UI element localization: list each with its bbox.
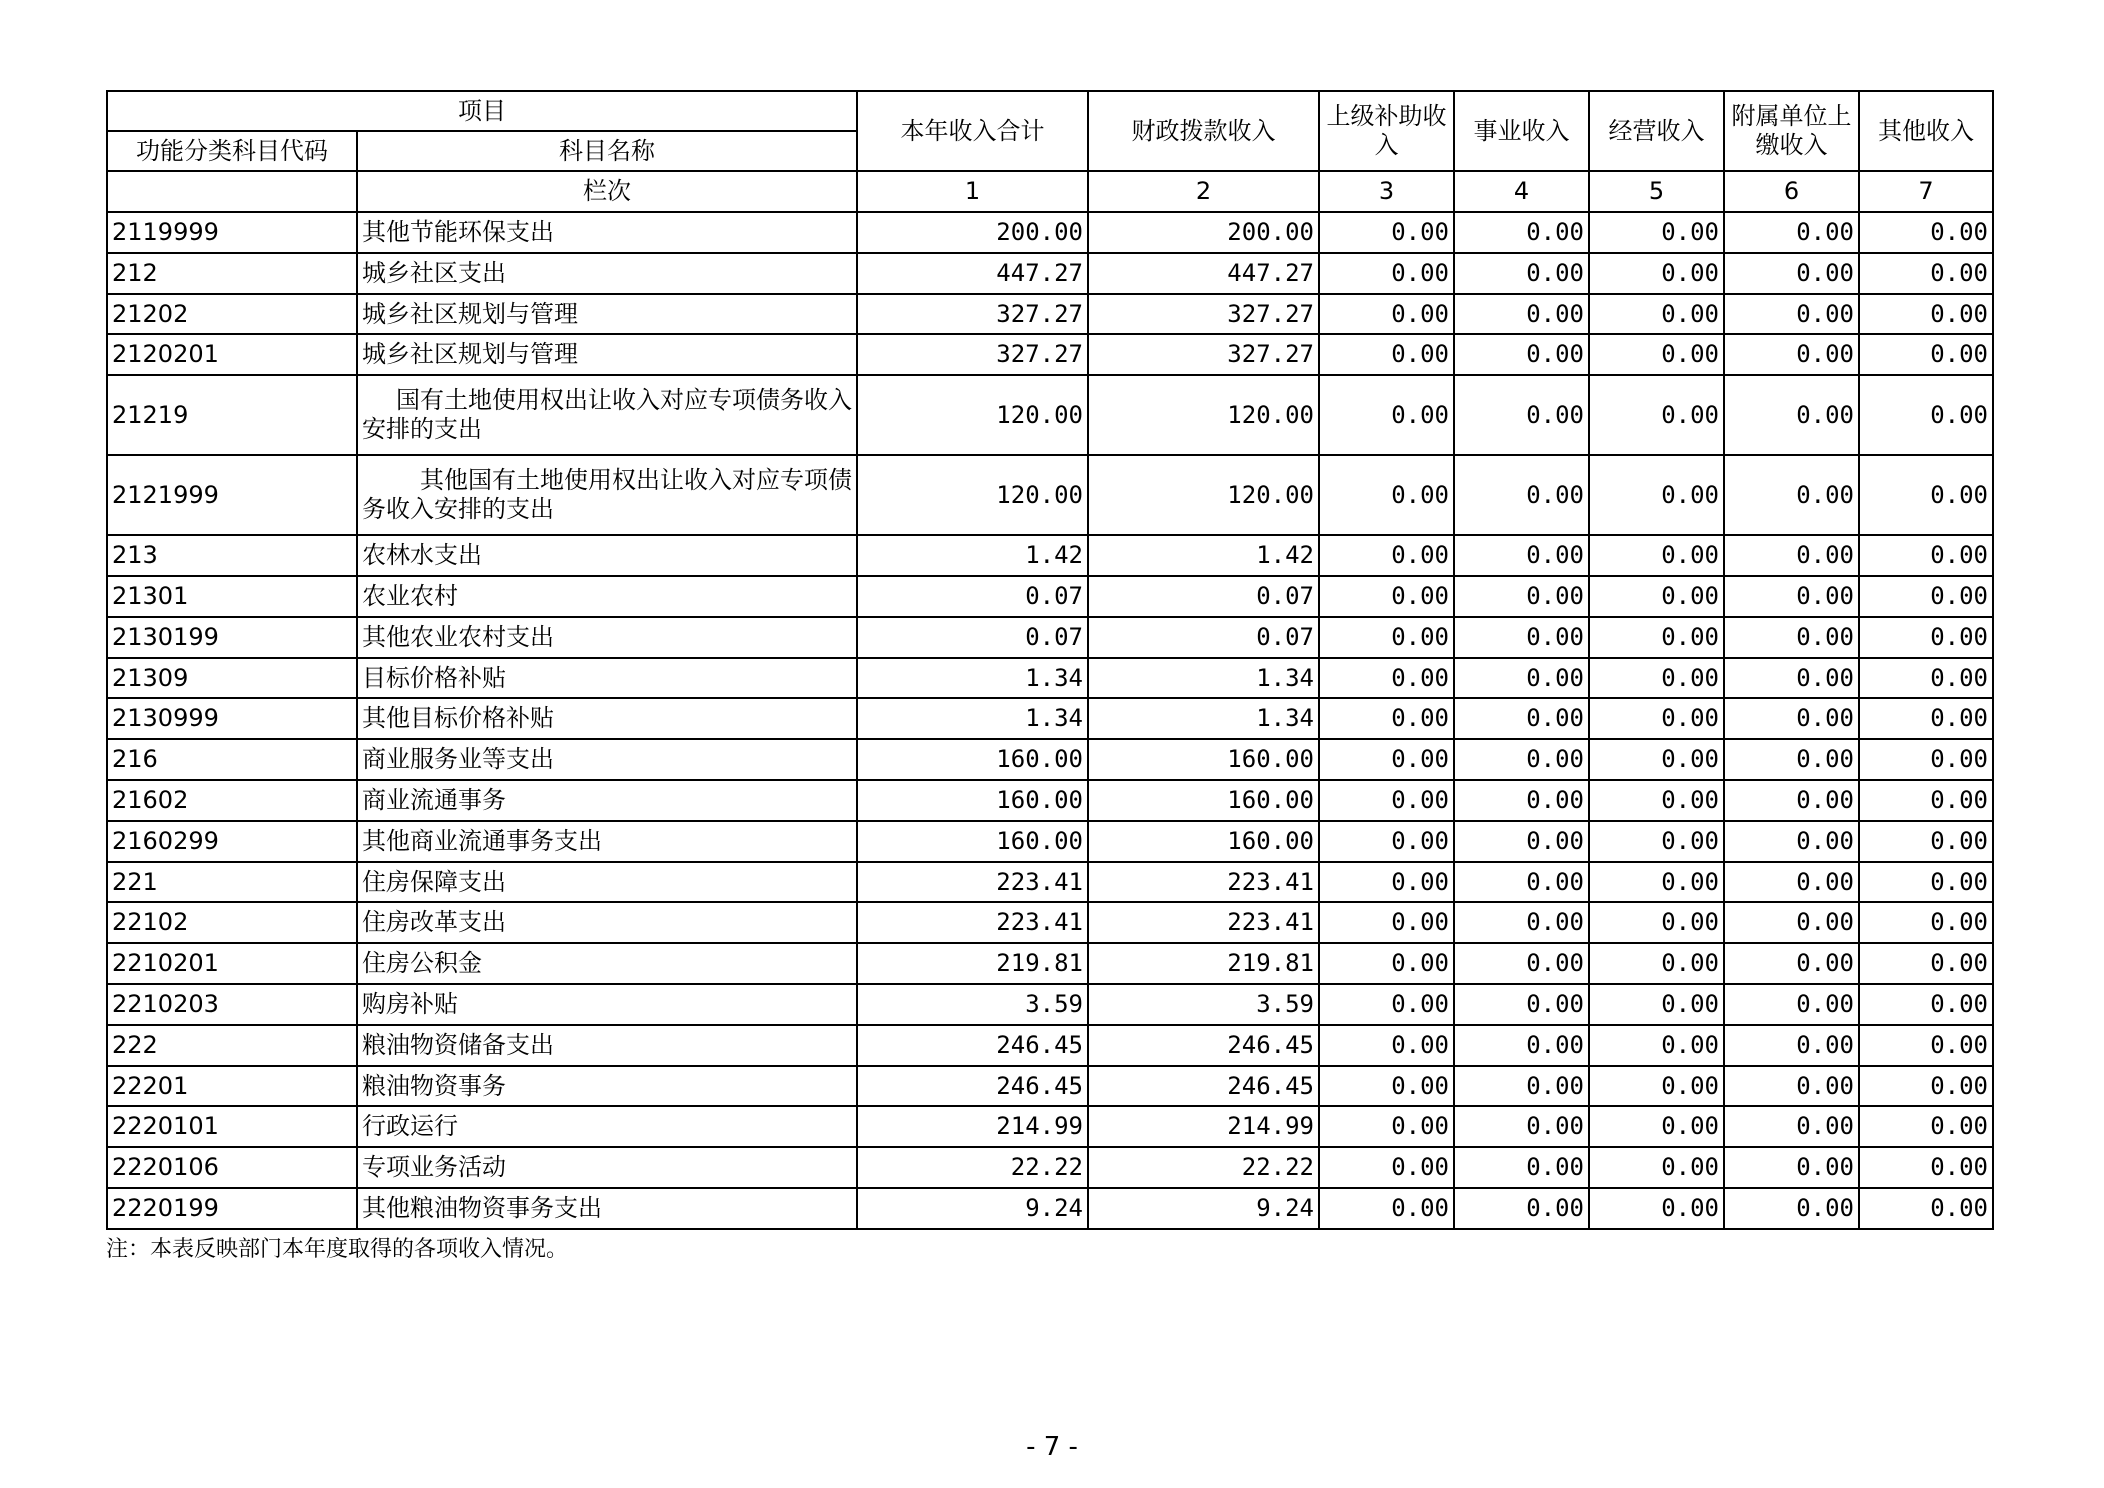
amount-cell: 0.00 bbox=[1454, 375, 1589, 455]
subject-code: 22102 bbox=[107, 902, 357, 943]
table-row bbox=[107, 334, 1993, 375]
amount-cell: 327.27 bbox=[857, 294, 1088, 335]
amount-cell: 223.41 bbox=[857, 862, 1088, 903]
subject-name: 专项业务活动 bbox=[357, 1147, 857, 1188]
amount-cell: 0.07 bbox=[857, 617, 1088, 658]
subject-code: 2130199 bbox=[107, 617, 357, 658]
amount-cell: 0.00 bbox=[1454, 943, 1589, 984]
amount-cell: 327.27 bbox=[857, 334, 1088, 375]
table-row bbox=[107, 902, 1993, 943]
amount-cell: 0.00 bbox=[1319, 535, 1454, 576]
subject-name: 其他商业流通事务支出 bbox=[357, 821, 857, 862]
amount-cell: 0.00 bbox=[1859, 821, 1993, 862]
table-row bbox=[107, 212, 1993, 253]
amount-cell: 0.00 bbox=[1589, 617, 1724, 658]
amount-cell: 0.00 bbox=[1319, 902, 1454, 943]
amount-cell: 0.00 bbox=[1859, 576, 1993, 617]
amount-cell: 219.81 bbox=[1088, 943, 1319, 984]
amount-cell: 0.00 bbox=[1724, 1066, 1859, 1107]
amount-cell: 447.27 bbox=[857, 253, 1088, 294]
column-number: 3 bbox=[1319, 171, 1454, 212]
amount-cell: 0.00 bbox=[1319, 1147, 1454, 1188]
amount-cell: 22.22 bbox=[1088, 1147, 1319, 1188]
amount-cell: 0.00 bbox=[1859, 1025, 1993, 1066]
column-number: 6 bbox=[1724, 171, 1859, 212]
subject-name: 城乡社区支出 bbox=[357, 253, 857, 294]
amount-cell: 160.00 bbox=[857, 780, 1088, 821]
amount-cell: 0.00 bbox=[1724, 617, 1859, 658]
subject-name: 其他节能环保支出 bbox=[357, 212, 857, 253]
column-number-label: 栏次 bbox=[357, 171, 857, 212]
amount-cell: 0.00 bbox=[1589, 253, 1724, 294]
subject-name: 目标价格补贴 bbox=[357, 658, 857, 699]
subject-name: 城乡社区规划与管理 bbox=[357, 294, 857, 335]
amount-cell: 0.00 bbox=[1319, 821, 1454, 862]
table-row bbox=[107, 1025, 1993, 1066]
amount-cell: 0.00 bbox=[1589, 375, 1724, 455]
amount-cell: 160.00 bbox=[1088, 739, 1319, 780]
amount-cell: 120.00 bbox=[1088, 455, 1319, 535]
amount-cell: 0.00 bbox=[1859, 943, 1993, 984]
amount-cell: 0.00 bbox=[1454, 821, 1589, 862]
subject-code: 21309 bbox=[107, 658, 357, 699]
amount-cell: 0.00 bbox=[1724, 294, 1859, 335]
amount-cell: 0.00 bbox=[1724, 902, 1859, 943]
amount-cell: 0.00 bbox=[1859, 535, 1993, 576]
amount-cell: 0.00 bbox=[1589, 780, 1724, 821]
subject-code: 21219 bbox=[107, 375, 357, 455]
amount-cell: 0.00 bbox=[1319, 294, 1454, 335]
table-row bbox=[107, 862, 1993, 903]
subject-name: 其他农业农村支出 bbox=[357, 617, 857, 658]
amount-cell: 0.07 bbox=[1088, 617, 1319, 658]
amount-cell: 0.00 bbox=[1454, 1106, 1589, 1147]
subject-code: 221 bbox=[107, 862, 357, 903]
subject-name: 城乡社区规划与管理 bbox=[357, 334, 857, 375]
subject-name: 农林水支出 bbox=[357, 535, 857, 576]
amount-cell: 120.00 bbox=[857, 455, 1088, 535]
table-note: 注：本表反映部门本年度取得的各项收入情况。 bbox=[106, 1237, 569, 1262]
amount-cell: 0.00 bbox=[1589, 294, 1724, 335]
subject-code: 2130999 bbox=[107, 698, 357, 739]
column-number: 7 bbox=[1859, 171, 1993, 212]
amount-cell: 0.00 bbox=[1454, 617, 1589, 658]
amount-cell: 0.00 bbox=[1454, 535, 1589, 576]
subject-name: 行政运行 bbox=[357, 1106, 857, 1147]
amount-cell: 0.00 bbox=[1724, 739, 1859, 780]
subject-name: 国有土地使用权出让收入对应专项债务收入安排的支出 bbox=[357, 375, 857, 455]
header-business: 事业收入 bbox=[1454, 91, 1589, 171]
amount-cell: 0.00 bbox=[1454, 1188, 1589, 1229]
amount-cell: 0.00 bbox=[1589, 212, 1724, 253]
amount-cell: 0.00 bbox=[1454, 658, 1589, 699]
amount-cell: 0.00 bbox=[1589, 862, 1724, 903]
amount-cell: 3.59 bbox=[857, 984, 1088, 1025]
amount-cell: 0.00 bbox=[1724, 253, 1859, 294]
subject-name: 住房改革支出 bbox=[357, 902, 857, 943]
amount-cell: 0.00 bbox=[1454, 576, 1589, 617]
amount-cell: 1.34 bbox=[857, 658, 1088, 699]
subject-code: 2160299 bbox=[107, 821, 357, 862]
amount-cell: 0.00 bbox=[1724, 1106, 1859, 1147]
amount-cell: 1.34 bbox=[857, 698, 1088, 739]
amount-cell: 0.00 bbox=[1859, 698, 1993, 739]
amount-cell: 0.00 bbox=[1589, 1025, 1724, 1066]
amount-cell: 0.00 bbox=[1319, 984, 1454, 1025]
table-row bbox=[107, 739, 1993, 780]
amount-cell: 0.00 bbox=[1589, 1188, 1724, 1229]
amount-cell: 3.59 bbox=[1088, 984, 1319, 1025]
amount-cell: 0.00 bbox=[1859, 375, 1993, 455]
amount-cell: 0.00 bbox=[1859, 294, 1993, 335]
amount-cell: 0.00 bbox=[1589, 821, 1724, 862]
table-row bbox=[107, 698, 1993, 739]
amount-cell: 0.00 bbox=[1319, 943, 1454, 984]
amount-cell: 160.00 bbox=[1088, 780, 1319, 821]
amount-cell: 327.27 bbox=[1088, 294, 1319, 335]
header-superior: 上级补助收入 bbox=[1319, 91, 1454, 171]
amount-cell: 0.00 bbox=[1859, 1188, 1993, 1229]
amount-cell: 0.00 bbox=[1859, 212, 1993, 253]
table-row bbox=[107, 1147, 1993, 1188]
subject-code: 21301 bbox=[107, 576, 357, 617]
amount-cell: 0.00 bbox=[1589, 1106, 1724, 1147]
amount-cell: 120.00 bbox=[1088, 375, 1319, 455]
amount-cell: 0.00 bbox=[1319, 1025, 1454, 1066]
amount-cell: 246.45 bbox=[1088, 1025, 1319, 1066]
table-row bbox=[107, 780, 1993, 821]
amount-cell: 0.00 bbox=[1319, 862, 1454, 903]
table-row bbox=[107, 1066, 1993, 1107]
table-row bbox=[107, 294, 1993, 335]
amount-cell: 214.99 bbox=[1088, 1106, 1319, 1147]
amount-cell: 0.00 bbox=[1589, 902, 1724, 943]
amount-cell: 0.00 bbox=[1454, 1025, 1589, 1066]
amount-cell: 0.00 bbox=[1724, 576, 1859, 617]
column-number: 4 bbox=[1454, 171, 1589, 212]
amount-cell: 0.00 bbox=[1319, 1106, 1454, 1147]
amount-cell: 0.00 bbox=[1454, 253, 1589, 294]
amount-cell: 0.00 bbox=[1319, 739, 1454, 780]
amount-cell: 1.34 bbox=[1088, 658, 1319, 699]
amount-cell: 0.00 bbox=[1319, 698, 1454, 739]
amount-cell: 0.00 bbox=[1454, 294, 1589, 335]
subject-name: 商业服务业等支出 bbox=[357, 739, 857, 780]
subject-name: 粮油物资事务 bbox=[357, 1066, 857, 1107]
amount-cell: 0.00 bbox=[1724, 943, 1859, 984]
amount-cell: 0.00 bbox=[1859, 739, 1993, 780]
header-fiscal: 财政拨款收入 bbox=[1088, 91, 1319, 171]
header-name: 科目名称 bbox=[357, 131, 857, 171]
table-row bbox=[107, 375, 1993, 455]
amount-cell: 0.07 bbox=[857, 576, 1088, 617]
amount-cell: 160.00 bbox=[1088, 821, 1319, 862]
column-number: 2 bbox=[1088, 171, 1319, 212]
amount-cell: 0.00 bbox=[1724, 455, 1859, 535]
table-row bbox=[107, 1188, 1993, 1229]
amount-cell: 223.41 bbox=[1088, 902, 1319, 943]
amount-cell: 0.00 bbox=[1724, 862, 1859, 903]
amount-cell: 0.00 bbox=[1319, 1188, 1454, 1229]
amount-cell: 0.00 bbox=[1319, 375, 1454, 455]
income-table bbox=[106, 90, 1994, 1230]
amount-cell: 223.41 bbox=[1088, 862, 1319, 903]
amount-cell: 0.00 bbox=[1859, 1106, 1993, 1147]
amount-cell: 0.00 bbox=[1724, 984, 1859, 1025]
amount-cell: 214.99 bbox=[857, 1106, 1088, 1147]
amount-cell: 200.00 bbox=[857, 212, 1088, 253]
amount-cell: 0.00 bbox=[1454, 780, 1589, 821]
amount-cell: 0.00 bbox=[1454, 212, 1589, 253]
subject-code: 213 bbox=[107, 535, 357, 576]
subject-code: 21602 bbox=[107, 780, 357, 821]
amount-cell: 0.00 bbox=[1859, 780, 1993, 821]
subject-name: 其他目标价格补贴 bbox=[357, 698, 857, 739]
amount-cell: 0.00 bbox=[1859, 617, 1993, 658]
amount-cell: 0.00 bbox=[1724, 821, 1859, 862]
subject-name: 粮油物资储备支出 bbox=[357, 1025, 857, 1066]
amount-cell: 0.07 bbox=[1088, 576, 1319, 617]
amount-cell: 0.00 bbox=[1859, 984, 1993, 1025]
amount-cell: 160.00 bbox=[857, 739, 1088, 780]
table-row bbox=[107, 658, 1993, 699]
amount-cell: 246.45 bbox=[857, 1025, 1088, 1066]
table-row bbox=[107, 455, 1993, 535]
table-row bbox=[107, 253, 1993, 294]
amount-cell: 0.00 bbox=[1724, 212, 1859, 253]
amount-cell: 0.00 bbox=[1454, 455, 1589, 535]
header-project: 项目 bbox=[107, 91, 857, 131]
amount-cell: 0.00 bbox=[1859, 862, 1993, 903]
table-header bbox=[107, 91, 1993, 212]
header-code: 功能分类科目代码 bbox=[107, 131, 357, 171]
amount-cell: 9.24 bbox=[1088, 1188, 1319, 1229]
amount-cell: 1.42 bbox=[857, 535, 1088, 576]
amount-cell: 0.00 bbox=[1724, 698, 1859, 739]
table-row bbox=[107, 984, 1993, 1025]
table-row bbox=[107, 943, 1993, 984]
header-total: 本年收入合计 bbox=[857, 91, 1088, 171]
amount-cell: 0.00 bbox=[1319, 253, 1454, 294]
amount-cell: 0.00 bbox=[1859, 658, 1993, 699]
amount-cell: 0.00 bbox=[1454, 984, 1589, 1025]
amount-cell: 0.00 bbox=[1319, 617, 1454, 658]
subject-code: 2121999 bbox=[107, 455, 357, 535]
amount-cell: 0.00 bbox=[1319, 576, 1454, 617]
amount-cell: 447.27 bbox=[1088, 253, 1319, 294]
subject-name: 商业流通事务 bbox=[357, 780, 857, 821]
amount-cell: 0.00 bbox=[1589, 1147, 1724, 1188]
amount-cell: 0.00 bbox=[1319, 780, 1454, 821]
amount-cell: 0.00 bbox=[1724, 780, 1859, 821]
amount-cell: 0.00 bbox=[1724, 658, 1859, 699]
header-other: 其他收入 bbox=[1859, 91, 1993, 171]
table-row bbox=[107, 535, 1993, 576]
subject-code: 2210201 bbox=[107, 943, 357, 984]
subject-code: 222 bbox=[107, 1025, 357, 1066]
subject-name: 农业农村 bbox=[357, 576, 857, 617]
header-operating: 经营收入 bbox=[1589, 91, 1724, 171]
subject-code: 2120201 bbox=[107, 334, 357, 375]
amount-cell: 200.00 bbox=[1088, 212, 1319, 253]
amount-cell: 223.41 bbox=[857, 902, 1088, 943]
amount-cell: 0.00 bbox=[1454, 698, 1589, 739]
amount-cell: 0.00 bbox=[1454, 1066, 1589, 1107]
amount-cell: 0.00 bbox=[1859, 1066, 1993, 1107]
table-row bbox=[107, 821, 1993, 862]
amount-cell: 0.00 bbox=[1859, 253, 1993, 294]
amount-cell: 0.00 bbox=[1724, 1147, 1859, 1188]
amount-cell: 246.45 bbox=[1088, 1066, 1319, 1107]
amount-cell: 0.00 bbox=[1859, 334, 1993, 375]
subject-code: 2210203 bbox=[107, 984, 357, 1025]
amount-cell: 0.00 bbox=[1724, 535, 1859, 576]
table-row bbox=[107, 576, 1993, 617]
amount-cell: 0.00 bbox=[1724, 375, 1859, 455]
page-number: - 7 - bbox=[1026, 1432, 1078, 1462]
amount-cell: 0.00 bbox=[1454, 334, 1589, 375]
amount-cell: 0.00 bbox=[1724, 1025, 1859, 1066]
amount-cell: 0.00 bbox=[1454, 739, 1589, 780]
amount-cell: 0.00 bbox=[1319, 334, 1454, 375]
amount-cell: 0.00 bbox=[1319, 658, 1454, 699]
subject-code: 2119999 bbox=[107, 212, 357, 253]
subject-code: 21202 bbox=[107, 294, 357, 335]
amount-cell: 219.81 bbox=[857, 943, 1088, 984]
amount-cell: 160.00 bbox=[857, 821, 1088, 862]
amount-cell: 0.00 bbox=[1319, 1066, 1454, 1107]
amount-cell: 0.00 bbox=[1319, 212, 1454, 253]
amount-cell: 0.00 bbox=[1724, 334, 1859, 375]
subject-name: 其他国有土地使用权出让收入对应专项债务收入安排的支出 bbox=[357, 455, 857, 535]
table-body bbox=[107, 212, 1993, 1229]
amount-cell: 0.00 bbox=[1589, 739, 1724, 780]
subject-code: 2220106 bbox=[107, 1147, 357, 1188]
amount-cell: 0.00 bbox=[1589, 943, 1724, 984]
amount-cell: 1.34 bbox=[1088, 698, 1319, 739]
subject-name: 住房公积金 bbox=[357, 943, 857, 984]
amount-cell: 0.00 bbox=[1589, 334, 1724, 375]
amount-cell: 0.00 bbox=[1859, 455, 1993, 535]
amount-cell: 0.00 bbox=[1589, 984, 1724, 1025]
subject-code: 212 bbox=[107, 253, 357, 294]
amount-cell: 0.00 bbox=[1319, 455, 1454, 535]
amount-cell: 0.00 bbox=[1454, 1147, 1589, 1188]
subject-name: 购房补贴 bbox=[357, 984, 857, 1025]
subject-code: 2220101 bbox=[107, 1106, 357, 1147]
amount-cell: 120.00 bbox=[857, 375, 1088, 455]
amount-cell: 0.00 bbox=[1589, 658, 1724, 699]
subject-name: 住房保障支出 bbox=[357, 862, 857, 903]
amount-cell: 327.27 bbox=[1088, 334, 1319, 375]
table-row bbox=[107, 617, 1993, 658]
amount-cell: 0.00 bbox=[1589, 698, 1724, 739]
amount-cell: 0.00 bbox=[1724, 1188, 1859, 1229]
subject-code: 2220199 bbox=[107, 1188, 357, 1229]
amount-cell: 0.00 bbox=[1859, 902, 1993, 943]
amount-cell: 0.00 bbox=[1589, 455, 1724, 535]
amount-cell: 9.24 bbox=[857, 1188, 1088, 1229]
amount-cell: 0.00 bbox=[1454, 862, 1589, 903]
column-number-blank bbox=[107, 171, 357, 212]
amount-cell: 0.00 bbox=[1589, 535, 1724, 576]
amount-cell: 0.00 bbox=[1589, 1066, 1724, 1107]
amount-cell: 0.00 bbox=[1589, 576, 1724, 617]
subject-code: 22201 bbox=[107, 1066, 357, 1107]
amount-cell: 0.00 bbox=[1454, 902, 1589, 943]
amount-cell: 246.45 bbox=[857, 1066, 1088, 1107]
subject-name: 其他粮油物资事务支出 bbox=[357, 1188, 857, 1229]
amount-cell: 0.00 bbox=[1859, 1147, 1993, 1188]
amount-cell: 1.42 bbox=[1088, 535, 1319, 576]
amount-cell: 22.22 bbox=[857, 1147, 1088, 1188]
header-affiliate: 附属单位上缴收入 bbox=[1724, 91, 1859, 171]
column-number: 1 bbox=[857, 171, 1088, 212]
subject-code: 216 bbox=[107, 739, 357, 780]
column-number: 5 bbox=[1589, 171, 1724, 212]
table-row bbox=[107, 1106, 1993, 1147]
